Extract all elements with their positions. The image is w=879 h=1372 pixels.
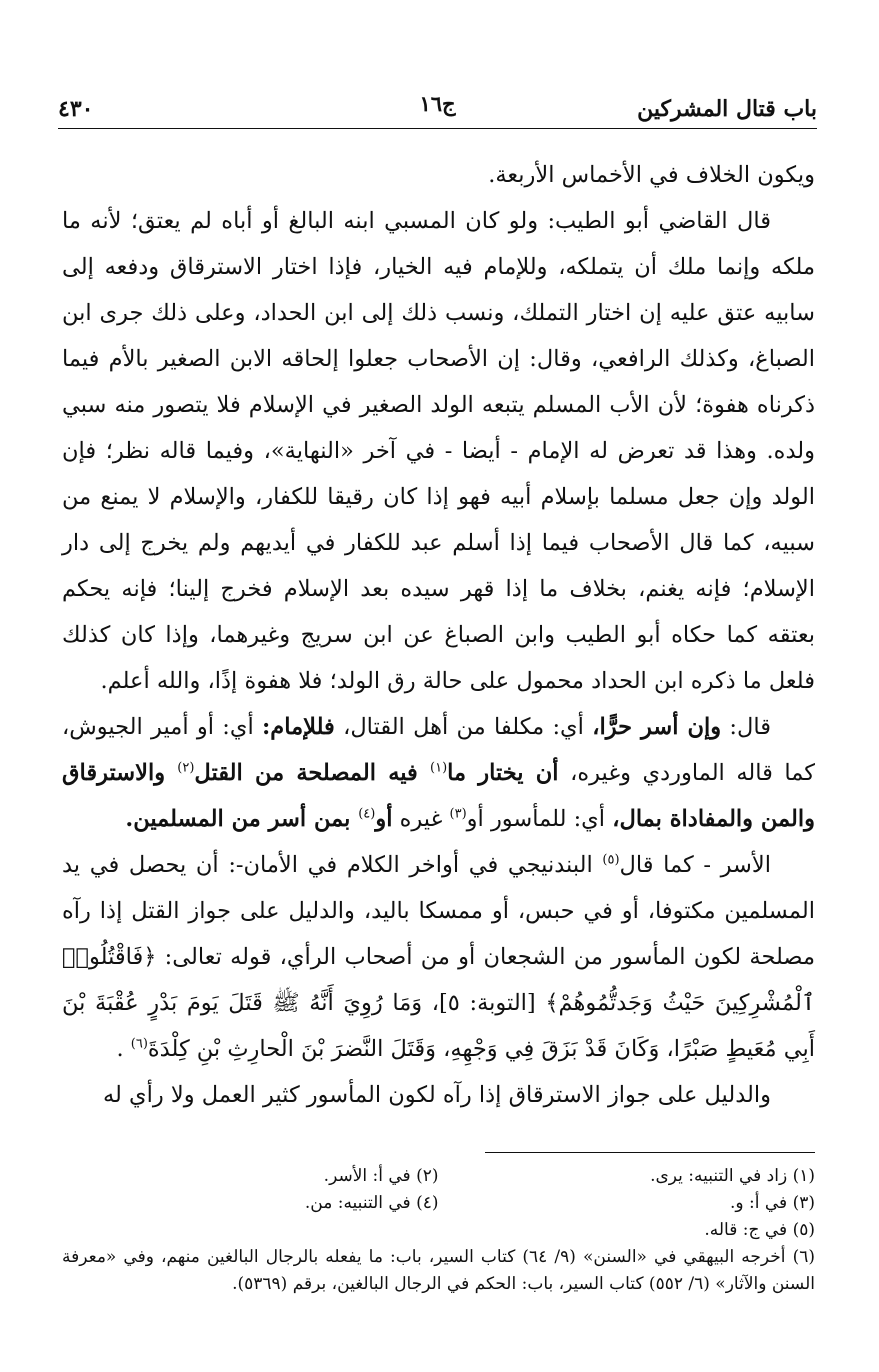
matn-text: فللإمام: <box>262 714 335 740</box>
matn-text: أن يختار ما <box>447 760 559 786</box>
text-run: الأسر - كما قال <box>619 852 771 878</box>
paragraph-5: والدليل على جواز الاسترقاق إذا رآه لكون المأسور كثير العمل ولا رأي له <box>102 1082 771 1108</box>
text-run: قال: <box>721 714 771 740</box>
footnote-ref: (٤) <box>358 806 376 822</box>
footnote-row <box>62 1244 815 1298</box>
footnote-1: (١) زاد في التنبيه: يرى. <box>650 1166 815 1186</box>
text-run: البندنيجي في أواخر الكلام في الأمان-: أن يحصل في يد المسلمين مكتوفا، أو في حبس، أو ممسكا باليد، والدليل على جواز القتل إذا رآه مصلحة لكون المأسور من الشجعان أو من أصحاب الرأي، قوله تعالى: <box>62 852 815 970</box>
footnote-ref: (٦) <box>130 1036 148 1052</box>
footnote-3: (٣) في أ: و. <box>730 1193 815 1213</box>
footnote-2: (٢) في أ: الأسر. <box>323 1166 439 1186</box>
paragraph-2: قال القاضي أبو الطيب: ولو كان المسبي ابنه البالغ أو أباه لم يعتق؛ لأنه ما ملكه وإنما ملك أن يتملكه، وللإمام فيه الخيار، فإذا اختار الاسترقاق ودفعه إلى سابيه عتق عليه إن اختار التملك، ونسب ذلك إلى ابن الحداد، وعلى ذلك جرى ابن الصباغ، وكذلك الرافعي، وقال: إن الأصحاب جعلوا إلحاقه الابن الصغير بالأم فيما ذكرناه هفوة؛ لأن الأب المسلم يتبعه الولد الصغير في الإسلام فلا يتصور منه سبي ولده. وهذا قد تعرض له الإمام - أيضا - في آخر «النهاية»، وفيما قاله نظر؛ فإن الولد وإن جعل مسلما بإسلام أبيه فهو إذا كان رقيقا للكفار، والإسلام لا يمنع من سبيه، كما قال الأصحاب فيما إذا أسلم عبد للكفار في أيديهم ولم يخرج إلى دار الإسلام؛ فإنه يغنم، بخلاف ما إذا قهر سيده بعد الإسلام فخرج إلينا؛ فإنه يحكم بعتقه كما حكاه أبو الطيب وابن الصباغ عن ابن سريج وغيرهما، وإذا كان كذلك فلعل ما ذكره ابن الحداد محمول على حالة رق الولد؛ فلا هفوة إذًا، والله أعلم. <box>62 208 815 694</box>
footnote-ref: (٥) <box>602 852 620 868</box>
footnote-divider <box>485 1152 815 1153</box>
page-header <box>58 88 817 129</box>
footnote-row <box>62 1217 815 1244</box>
quran-verse: ﴿فَاقْتُلُوا۟ ٱلْمُشْرِكِينَ حَيْثُ وَجَدتُّمُوهُمْ﴾ <box>62 944 816 1016</box>
footnote-row <box>62 1163 815 1190</box>
paragraph-4 <box>62 842 815 1072</box>
footnote-5: (٥) في ج: قاله. <box>704 1220 815 1240</box>
text-run: أي: مكلفا من أهل القتال، <box>334 714 593 740</box>
footnotes <box>62 1163 815 1298</box>
text-run: غيره <box>392 806 450 832</box>
paragraph-1: ويكون الخلاف في الأخماس الأربعة. <box>488 162 815 188</box>
footnote-4: (٤) في التنبيه: من. <box>304 1193 439 1213</box>
footnote-ref: (٣) <box>449 806 467 822</box>
matn-text: فيه المصلحة من القتل <box>194 760 431 786</box>
matn-text: أو <box>375 806 393 832</box>
text-run: . <box>116 1036 131 1062</box>
page-number: ٤٣٠ <box>58 96 94 122</box>
footnote-ref: (٢) <box>177 760 195 776</box>
text-run: أي: للمأسور أو <box>466 806 613 832</box>
paragraph-3 <box>62 704 815 842</box>
matn-text: وإن أسر حرًّا، <box>592 714 722 740</box>
footnote-ref: (١) <box>430 760 448 776</box>
text-run: أي: أو أمير الجيوش، كما قاله الماوردي وغيره، <box>62 714 815 786</box>
hadith-text: [التوبة: ٥]، وَمَا رُوِيَ أَنَّهُ ﷺ قَتَلَ يَومَ بَدْرٍ عُقْبَةَ بْنَ أَبِي مُعَيطٍ صَبْرًا، وَكَانَ قَدْ بَزَقَ فِي وَجْهِهِ، وَقَتَلَ النَّضرَ بْنَ الْحارِثِ بْنِ كِلْدَةَ <box>62 990 815 1062</box>
matn-text: بمن أسر من المسلمين. <box>125 806 359 832</box>
main-text <box>62 152 815 1118</box>
footnote-row <box>62 1190 815 1217</box>
volume-label: ج١٦ <box>419 91 456 116</box>
footnote-6: (٦) أخرجه البيهقي في «السنن» (٩/ ٦٤) كتاب السير، باب: ما يفعله بالرجال البالغين منهم، وفي «معرفة السنن والآثار» (٦/ ٥٥٢) كتاب السير، باب: الحكم في الرجال البالغين، برقم (٥٣٦٩). <box>62 1247 815 1294</box>
matn-text: والاسترقاق والمن والمفاداة بمال، <box>62 760 815 832</box>
chapter-title: باب قتال المشركين <box>637 96 817 122</box>
